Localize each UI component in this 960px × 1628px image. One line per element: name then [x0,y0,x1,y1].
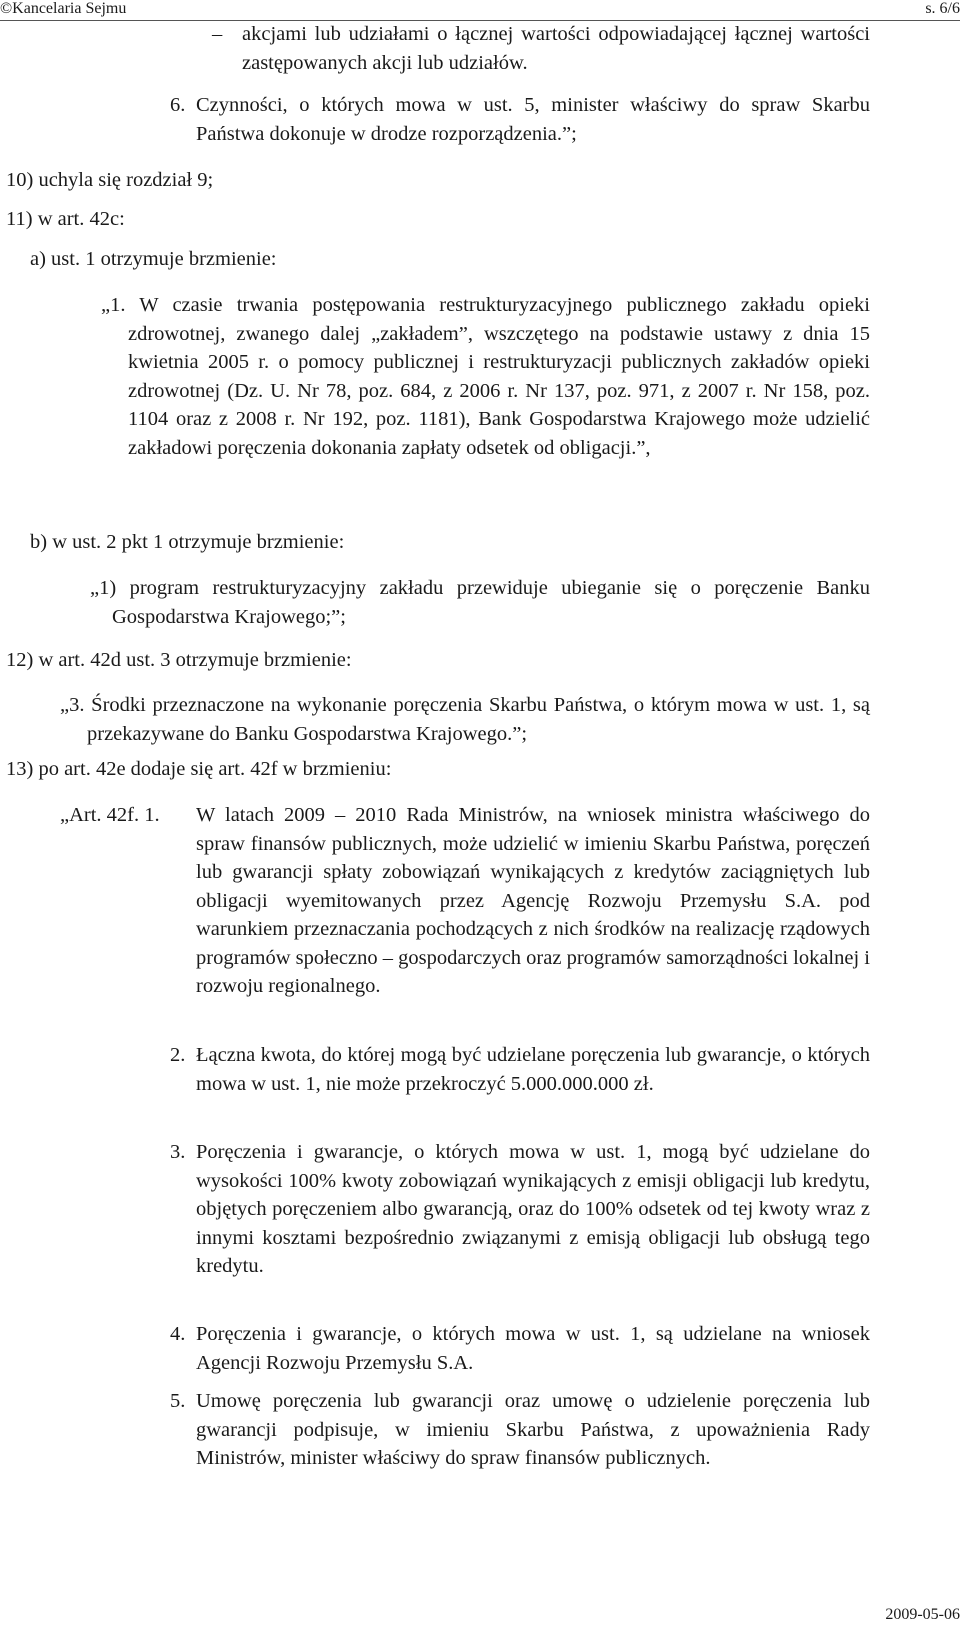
point-11-a: a) ust. 1 otrzymuje brzmienie: [30,248,277,270]
article-42f-ust-5-number: 5. [170,1390,186,1412]
quote-ust-3: „3. Środki przeznaczone na wykonanie poręczenia Skarbu Państwa, o którym mowa w ust. 1, są przekazywane do Banku Gospodarstwa Krajowego.”; [60,694,870,745]
header-publisher: ©Kancelaria Sejmu [0,0,127,17]
article-42f-ust-2: Łączna kwota, do której mogą być udzielane poręczenia lub gwarancje, o których mowa w ust. 1, nie może przekroczyć 5.000.000.000 zł. [196,1044,870,1095]
quote-pkt-1: „1) program restrukturyzacyjny zakładu przewiduje ubieganie się o poręczenie Banku Gospodarstwa Krajowego;”; [90,577,870,628]
article-42f-ust-4-number: 4. [170,1323,186,1345]
quote-ust-1: „1. W czasie trwania postępowania restrukturyzacyjnego publicznego zakładu opieki zdrowotnej, zwanego dalej „zakładem”, wszczętego na podstawie ustawy z dnia 15 kwietnia 2005 r. o pomocy publicznej i restrukturyzacji publicznych zakładów opieki zdrowotnej (Dz. U. Nr 78, poz. 684, z 2006 r. Nr 137, poz. 971, z 2007 r. Nr 158, poz. 1104 oraz z 2008 r. Nr 192, poz. 1181), Bank Gospodarstwa Krajowego może udzielić zakładowi poręczenia dokonania zapłaty odsetek od obligacji.”, [101,294,870,459]
footer-date: 2009-05-06 [885,1606,960,1623]
item-6-text: Czynności, o których mowa w ust. 5, minister właściwy do spraw Skarbu Państwa dokonuje w drodze rozporządzenia.”; [196,94,870,145]
article-42f-ust-1 [196,801,870,1001]
point-10: 10) uchyla się rozdział 9; [6,169,214,191]
article-42f-ust-4: Poręczenia i gwarancje, o których mowa w ust. 1, są udzielane na wniosek Agencji Rozwoju Przemysłu S.A. [196,1323,870,1374]
article-42f-ust-3-number: 3. [170,1141,186,1163]
article-42f-heading: „Art. 42f. 1. [60,804,160,826]
article-42f-ust-3: Poręczenia i gwarancje, o których mowa w ust. 1, mogą być udzielane do wysokości 100% kwoty zobowiązań wynikających z emisji obligacji lub kredytu, objętych poręczeniem albo gwarancją, oraz do 100% odsetek od tej kwoty wraz z innymi kosztami bezpośrednio związanymi z emisją obligacji lub obsługą tego kredytu. [196,1141,870,1277]
item-6-number: 6. [170,94,186,116]
article-42f-ust-1-text: W latach 2009 – 2010 Rada Ministrów, na wniosek ministra właściwego do spraw finansów publicznych, może udzielić w imieniu Skarbu Państwa, poręczeń lub gwarancji spłaty zobowiązań wynikających z kredytów zaciągniętych lub obligacji wyemitowanych przez Agencję Rozwoju Przemysłu S.A. pod warunkiem przeznaczania pochodzących z nich środków na realizację rządowych programów społeczno – gospodarczych oraz programów samorządności lokalnej i rozwoju regionalnego. [196,804,870,997]
dash-marker: – [212,23,223,45]
article-42f-ust-5: Umowę poręczenia lub gwarancji oraz umowę o udzielenie poręczenia lub gwarancji podpisuje, w imieniu Skarbu Państwa, z upoważnienia Rady Ministrów, minister właściwy do spraw finansów publicznych. [196,1390,870,1469]
point-12: 12) w art. 42d ust. 3 otrzymuje brzmienie: [6,649,352,671]
point-13: 13) po art. 42e dodaje się art. 42f w brzmieniu: [6,758,392,780]
dash-item-text: akcjami lub udziałami o łącznej wartości odpowiadającej łącznej wartości zastępowanych akcji lub udziałów. [242,23,870,74]
article-42f-ust-2-number: 2. [170,1044,186,1066]
point-11: 11) w art. 42c: [6,208,125,230]
point-11-b: b) w ust. 2 pkt 1 otrzymuje brzmienie: [30,531,345,553]
header-page-number: s. 6/6 [925,0,960,17]
